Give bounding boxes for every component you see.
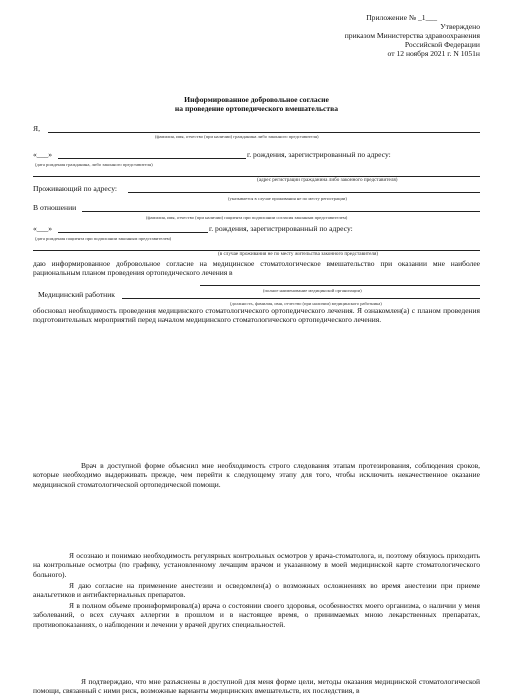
title-line-2: на проведение ортопедического вмешательства	[174, 104, 339, 113]
ministry-order: приказом Министерства здравоохранения	[344, 31, 480, 40]
birth-date-field-line[interactable]	[58, 158, 246, 159]
birth-hint-2: (дата рождения пациента при подписании законным представителем)	[35, 236, 172, 241]
birth-day-field-2[interactable]: «___»	[33, 224, 52, 233]
worker-label: Медицинский работник	[38, 290, 115, 299]
paragraph-checkups: Я осознаю и понимаю необходимость регулярных контрольных осмотров у врача-стоматолога, и, поэтому обязуюсь приходить на контрольные осмотры (по графику, установленному лечащим врачом и указанному в моей медицинской карте стоматологического больного).	[33, 551, 480, 579]
birth-hint: (дата рождения гражданина, либо законного представителя)	[35, 162, 153, 167]
consent-paragraph: даю информированное добровольное согласие на медицинское стоматологическое вмешательство при оказании мне наиболее рациональным планом проведения ортопедического лечения в	[33, 259, 480, 278]
residing-label: Проживающий по адресу:	[33, 184, 118, 193]
title-line-1: Информированное добровольное согласие	[184, 95, 329, 104]
birth-day-field[interactable]: «___»	[33, 150, 52, 159]
paragraph-health-info: Я в полном объеме проинформировал(а) врача о состоянии своего здоровья, особенностях моего организма, о наличии у меня заболеваний, о всех случаях аллергии в прошлом и в настоящее время, о принимаемых мною лекарственных препаратах, противопоказаниях, о наблюдении и лечении у врачей других специальностей.	[33, 601, 480, 629]
worker-field-line[interactable]	[122, 298, 480, 299]
faint-background-text	[72, 352, 480, 444]
order-date: от 12 ноября 2021 г. N 1051н	[387, 49, 480, 58]
birth-label: г. рождения, зарегистрированный по адресу:	[247, 150, 391, 159]
fio-field-line[interactable]	[48, 132, 480, 133]
registration-hint-2: (в случае проживания не по месту жительства законного представителя)	[218, 251, 379, 257]
approved-label: Утверждено	[440, 22, 480, 31]
ministry-country: Российской Федерации	[404, 40, 480, 49]
paragraph-stages: Врач в доступной форме объяснил мне необходимость строго следования этапам протезирования, соблюдения сроков, которые необходимо выдерживать прежде, чем перейти к следующему этапу для того, чтобы исключить некачественное оказание медицинской стоматологической ортопедической помощи.	[33, 461, 480, 489]
regarding-label: В отношении	[33, 203, 77, 212]
ya-label: Я,	[33, 124, 40, 133]
appendix-number: Приложение № _1___	[366, 13, 437, 22]
residing-field-line[interactable]	[128, 192, 480, 193]
birth-label-2: г. рождения, зарегистрированный по адресу:	[209, 224, 353, 233]
justified-paragraph: обосновал необходимость проведения медицинского стоматологического ортопедического лечения. Я ознакомлен(а) с планом проведения подготовительных мероприятий перед началом медицинского стоматологического ортопедического лечения.	[33, 306, 480, 325]
patient-hint: (фамилия, имя, отчество (при наличии) пациента при подписании согласия законным представителем)	[146, 215, 348, 220]
paragraph-confirmation: Я подтверждаю, что мне разъяснены в доступной для меня форме цели, методы оказания медицинской стоматологической помощи, связанный с ними риск, возможные варианты медицинских вмешательств, их последствия, в	[33, 677, 480, 696]
fio-hint: (фамилия, имя, отчество (при наличии) гражданина либо законного представителя)	[155, 134, 319, 139]
patient-field-line[interactable]	[82, 211, 480, 212]
residing-hint: (указывается в случае проживания не по месту регистрации)	[228, 196, 347, 201]
worker-hint: (должность, фамилия, имя, отчество (при наличии) медицинского работника)	[230, 301, 382, 306]
organization-hint: (полное наименование медицинской организации)	[263, 288, 362, 293]
paragraph-anesthesia: Я даю согласие на применение анестезии и осведомлен(а) о возможных осложнениях во время анестезии при приеме анальгетиков и антибактериальных препаратов.	[33, 581, 480, 600]
registration-hint: (адрес регистрации гражданина либо законного представителя)	[257, 177, 398, 183]
organization-field-line[interactable]	[200, 285, 480, 286]
birth-date-field-line-2[interactable]	[58, 232, 208, 233]
